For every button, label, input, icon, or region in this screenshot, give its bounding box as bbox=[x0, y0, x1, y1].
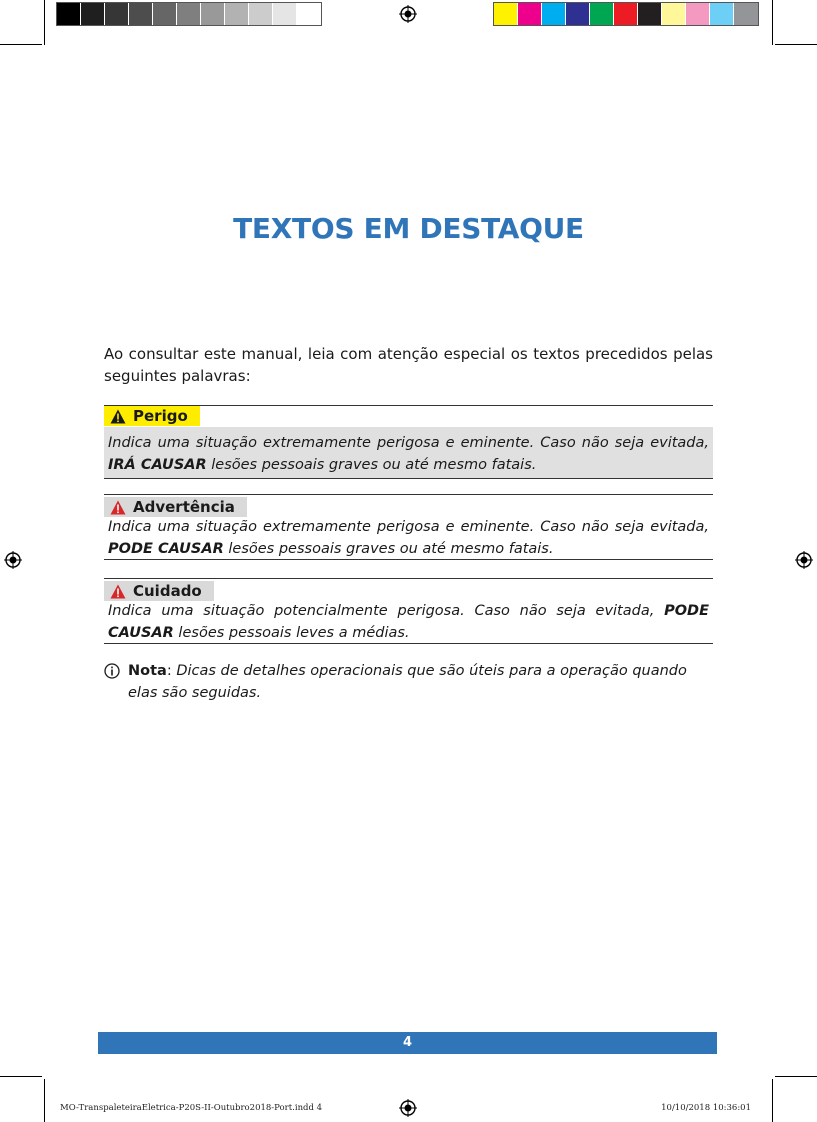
page-title: TEXTOS EM DESTAQUE bbox=[233, 212, 584, 245]
danger-tag bbox=[104, 406, 200, 426]
warning-notice bbox=[104, 494, 713, 560]
caution-label: Cuidado bbox=[133, 582, 202, 600]
color-swatch bbox=[105, 3, 129, 25]
crop-mark bbox=[0, 44, 42, 45]
warning-text: Indica uma situação extremamente perigosa e eminente. Caso não seja evitada, PODE CAUSAR lesões pessoais graves ou até mesmo fatais. bbox=[108, 519, 709, 557]
note-text: Nota: Dicas de detalhes operacionais que são úteis para a operação quando elas são seguidas. bbox=[128, 663, 687, 701]
color-swatch bbox=[566, 3, 590, 25]
crop-mark bbox=[0, 1076, 42, 1077]
caution-notice bbox=[104, 578, 713, 644]
divider bbox=[104, 643, 713, 644]
caution-text: Indica uma situação potencialmente perigosa. Caso não seja evitada, PODE CAUSAR lesões pessoais leves a médias. bbox=[108, 603, 709, 641]
divider bbox=[104, 494, 713, 495]
color-swatch bbox=[518, 3, 542, 25]
note-body: Dicas de detalhes operacionais que são úteis para a operação quando elas são seguidas. bbox=[128, 663, 687, 701]
note-label: Nota bbox=[128, 663, 167, 679]
color-swatch bbox=[662, 3, 686, 25]
danger-emphasis: IRÁ CAUSAR bbox=[108, 457, 207, 473]
color-swatch bbox=[542, 3, 566, 25]
page-number-bar bbox=[98, 1032, 717, 1054]
warning-triangle-icon bbox=[110, 500, 126, 515]
color-swatch bbox=[273, 3, 297, 25]
danger-notice bbox=[104, 405, 713, 479]
intro-paragraph: Ao consultar este manual, leia com atenção especial os textos precedidos pelas seguintes palavras: bbox=[104, 345, 713, 385]
caution-emphasis: PODE CAUSAR bbox=[108, 603, 709, 641]
danger-text: Indica uma situação extremamente perigosa e eminente. Caso não seja evitada, IRÁ CAUSAR lesões pessoais graves ou até mesmo fatais. bbox=[108, 435, 709, 473]
color-swatch bbox=[494, 3, 518, 25]
color-swatch bbox=[710, 3, 734, 25]
color-swatch bbox=[297, 3, 321, 25]
color-swatch bbox=[153, 3, 177, 25]
page-number: 4 bbox=[402, 1035, 413, 1050]
slug-timestamp: 10/10/2018 10:36:01 bbox=[661, 1103, 751, 1113]
color-swatch bbox=[734, 3, 758, 25]
color-swatch bbox=[201, 3, 225, 25]
color-swatch bbox=[590, 3, 614, 25]
color-swatch bbox=[638, 3, 662, 25]
crop-mark bbox=[44, 0, 45, 45]
slug-filename: MO-TranspaleteiraEletrica-P20S-II-Outubro2018-Port.indd 4 bbox=[60, 1103, 323, 1113]
info-icon bbox=[104, 663, 120, 679]
warning-emphasis: PODE CAUSAR bbox=[108, 541, 224, 557]
crop-mark bbox=[775, 44, 817, 45]
warning-label: Advertência bbox=[133, 498, 235, 516]
caution-tag bbox=[104, 581, 214, 601]
grayscale-bar bbox=[56, 2, 322, 26]
divider bbox=[104, 578, 713, 579]
registration-mark-icon bbox=[399, 5, 417, 23]
color-bar bbox=[493, 2, 759, 26]
warning-triangle-icon bbox=[110, 409, 126, 424]
color-swatch bbox=[249, 3, 273, 25]
color-swatch bbox=[686, 3, 710, 25]
crop-mark bbox=[772, 0, 773, 45]
divider bbox=[104, 559, 713, 560]
registration-mark-icon bbox=[4, 551, 22, 569]
crop-mark bbox=[44, 1079, 45, 1122]
color-swatch bbox=[129, 3, 153, 25]
color-swatch bbox=[81, 3, 105, 25]
color-swatch bbox=[57, 3, 81, 25]
divider bbox=[104, 478, 713, 479]
color-swatch bbox=[225, 3, 249, 25]
color-swatch bbox=[177, 3, 201, 25]
warning-triangle-icon bbox=[110, 584, 126, 599]
crop-mark bbox=[775, 1076, 817, 1077]
danger-label: Perigo bbox=[133, 407, 188, 425]
registration-mark-icon bbox=[795, 551, 813, 569]
color-swatch bbox=[614, 3, 638, 25]
registration-mark-icon bbox=[399, 1099, 417, 1117]
warning-tag bbox=[104, 497, 247, 517]
crop-mark bbox=[772, 1079, 773, 1122]
